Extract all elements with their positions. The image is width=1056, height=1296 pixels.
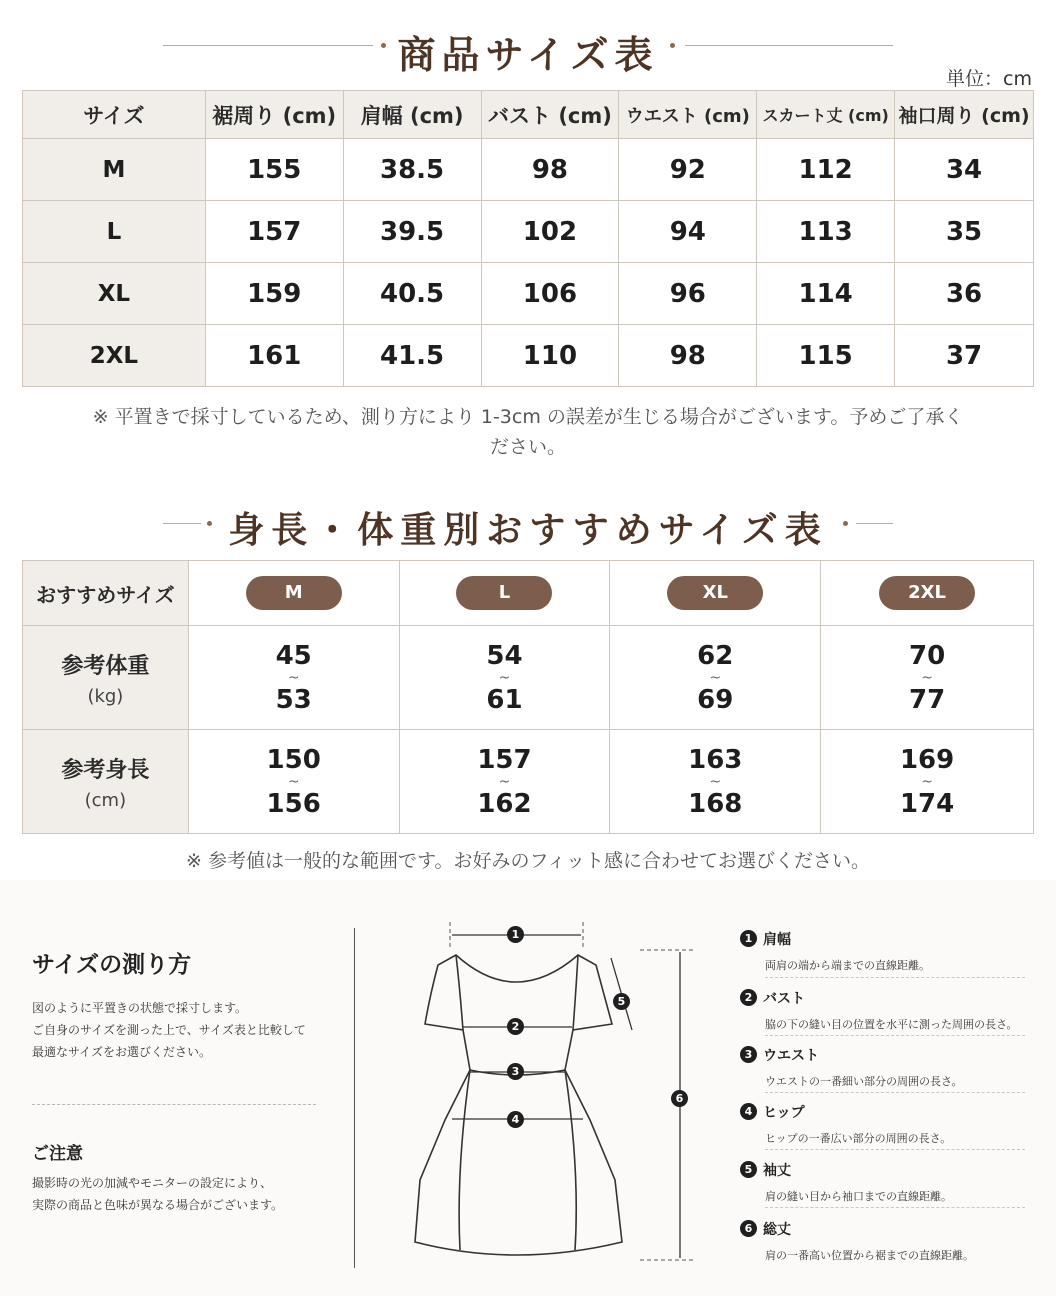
- measurement-item: [740, 1218, 1040, 1263]
- item-desc: ヒップの一番広い部分の周囲の長さ。: [765, 1131, 952, 1145]
- item-desc: 肩の一番高い位置から裾までの直線距離。: [765, 1248, 974, 1262]
- recommend-note: ※ 参考値は一般的な範囲です。お好みのフィット感に合わせてお選びください。: [186, 850, 870, 872]
- caution-line: 実際の商品と色味が異なる場合がございます。: [32, 1198, 284, 1212]
- item-number: 4: [740, 1103, 757, 1120]
- size-cell: M: [23, 139, 206, 201]
- range-from: 150: [266, 744, 321, 775]
- item-desc: ウエストの一番細い部分の周囲の長さ。: [765, 1074, 963, 1088]
- value-cell: 98: [619, 325, 757, 387]
- value-cell: 39.5: [343, 201, 481, 263]
- weight-unit: (kg): [87, 685, 124, 707]
- marker-6: 6: [671, 1090, 688, 1107]
- range-tilde: ~: [921, 773, 933, 790]
- item-label: 肩幅: [763, 931, 791, 948]
- value-cell: 155: [205, 139, 343, 201]
- height-range: [188, 730, 399, 834]
- size-pill-cell: [188, 561, 399, 626]
- table-header-row: [23, 91, 1034, 139]
- size-pill-cell: [610, 561, 821, 626]
- measurement-item: [740, 1101, 1040, 1146]
- item-divider: [765, 1035, 1025, 1036]
- title-rule-right: [856, 523, 893, 524]
- size-table: [22, 90, 1034, 387]
- caution-text: [32, 1172, 283, 1216]
- value-cell: 114: [757, 263, 895, 325]
- marker-5: 5: [613, 993, 630, 1010]
- size-pill: M: [246, 576, 342, 610]
- item-divider: [765, 1092, 1025, 1093]
- range-from: 45: [275, 640, 312, 671]
- item-desc: 脇の下の縫い目の位置を水平に測った周囲の長さ。: [765, 1017, 1018, 1031]
- height-range: [610, 730, 821, 834]
- item-number: 3: [740, 1046, 757, 1063]
- caution-line: 撮影時の光の加減やモニターの設定により、: [32, 1176, 273, 1190]
- measurement-item: [740, 1159, 1040, 1204]
- size-pill-cell: [821, 561, 1034, 626]
- size-pill: L: [456, 576, 552, 610]
- size-cell: XL: [23, 263, 206, 325]
- item-label: ウエスト: [763, 1047, 819, 1064]
- note-line: ※ 平置きで採寸しているため、測り方により 1-3cm の誤差が生じる場合がございます。予めご了承く: [92, 406, 964, 428]
- value-cell: 157: [205, 201, 343, 263]
- item-number: 5: [740, 1161, 757, 1178]
- weight-range: [821, 626, 1034, 730]
- col-header: ウエスト (cm): [619, 91, 757, 139]
- howto-title: サイズの測り方: [32, 952, 192, 978]
- value-cell: 40.5: [343, 263, 481, 325]
- howto-line: 図のように平置きの状態で採寸します。: [32, 1001, 248, 1015]
- value-cell: 38.5: [343, 139, 481, 201]
- col-header: 袖口周り (cm): [895, 91, 1034, 139]
- height-range: [821, 730, 1034, 834]
- item-divider: [765, 977, 1025, 978]
- range-tilde: ~: [498, 773, 511, 790]
- title-dot: [843, 521, 848, 526]
- marker-3: 3: [507, 1063, 524, 1080]
- item-divider: [765, 1149, 1025, 1150]
- range-to: 77: [908, 684, 946, 715]
- weight-range: [399, 626, 610, 730]
- size-chart-note: [0, 402, 1056, 462]
- range-tilde: ~: [709, 669, 722, 686]
- recommend-size-label: おすすめサイズ: [23, 561, 189, 626]
- height-unit: (cm): [84, 789, 127, 811]
- col-header: 裾周り (cm): [205, 91, 343, 139]
- range-to: 168: [688, 788, 743, 819]
- value-cell: 37: [895, 325, 1034, 387]
- value-cell: 112: [757, 139, 895, 201]
- value-cell: 113: [757, 201, 895, 263]
- item-label: 袖丈: [763, 1162, 791, 1179]
- howto-divider: [32, 1104, 316, 1105]
- item-number: 1: [740, 930, 757, 947]
- value-cell: 159: [205, 263, 343, 325]
- range-tilde: ~: [709, 773, 722, 790]
- recommend-header-row: [23, 561, 1034, 626]
- value-cell: 98: [481, 139, 619, 201]
- title-rule-right: [685, 45, 893, 46]
- size-pill: XL: [667, 576, 763, 610]
- note-line: ださい。: [489, 436, 566, 458]
- value-cell: 92: [619, 139, 757, 201]
- weight-row: [23, 626, 1034, 730]
- range-to: 174: [899, 788, 955, 819]
- value-cell: 94: [619, 201, 757, 263]
- size-chart-title: 商品サイズ表: [397, 32, 659, 77]
- size-cell: 2XL: [23, 325, 206, 387]
- range-tilde: ~: [287, 669, 300, 686]
- unit-label: 単位：cm: [946, 68, 1032, 90]
- vertical-divider: [354, 928, 355, 1268]
- title-dot: [670, 43, 675, 48]
- range-tilde: ~: [287, 773, 300, 790]
- weight-range: [188, 626, 399, 730]
- marker-1: 1: [507, 926, 524, 943]
- range-from: 169: [899, 744, 955, 775]
- howto-line: ご自身のサイズを測った上で、サイズ表と比較して: [32, 1023, 306, 1037]
- range-to: 53: [275, 684, 312, 715]
- range-tilde: ~: [498, 669, 511, 686]
- range-to: 69: [697, 684, 734, 715]
- value-cell: 41.5: [343, 325, 481, 387]
- height-label-cell: [23, 730, 189, 834]
- howto-section: [0, 880, 1056, 1296]
- range-from: 62: [697, 640, 734, 671]
- height-label: 参考身長: [61, 757, 150, 783]
- range-from: 54: [486, 640, 523, 671]
- recommend-title: 身長・体重別おすすめサイズ表: [228, 509, 828, 551]
- value-cell: 161: [205, 325, 343, 387]
- height-range: [399, 730, 610, 834]
- col-header: サイズ: [23, 91, 206, 139]
- marker-4: 4: [507, 1111, 524, 1128]
- range-from: 157: [477, 744, 532, 775]
- size-pill-cell: [399, 561, 610, 626]
- value-cell: 96: [619, 263, 757, 325]
- marker-2: 2: [507, 1018, 524, 1035]
- value-cell: 115: [757, 325, 895, 387]
- table-row: [23, 325, 1034, 387]
- measurement-item: [740, 1044, 1040, 1089]
- range-tilde: ~: [921, 669, 933, 686]
- table-row: [23, 139, 1034, 201]
- range-to: 156: [266, 788, 321, 819]
- item-number: 6: [740, 1220, 757, 1237]
- dress-diagram: [380, 910, 720, 1296]
- weight-label-cell: [23, 626, 189, 730]
- measurement-item: [740, 928, 1040, 973]
- recommend-table: [22, 560, 1034, 834]
- table-row: [23, 201, 1034, 263]
- size-pill: 2XL: [879, 576, 975, 610]
- col-header: 肩幅 (cm): [343, 91, 481, 139]
- howto-line: 最適なサイズをお選びください。: [32, 1045, 212, 1059]
- item-desc: 両肩の端から端までの直線距離。: [765, 958, 930, 972]
- measurement-item: [740, 987, 1040, 1032]
- value-cell: 34: [895, 139, 1034, 201]
- item-desc: 肩の縫い目から袖口までの直線距離。: [765, 1189, 952, 1203]
- col-header: バスト (cm): [481, 91, 619, 139]
- col-header: スカート丈 (cm): [757, 91, 895, 139]
- item-label: 総丈: [763, 1221, 791, 1238]
- howto-text: [32, 997, 306, 1063]
- value-cell: 36: [895, 263, 1034, 325]
- value-cell: 110: [481, 325, 619, 387]
- weight-range: [610, 626, 821, 730]
- value-cell: 102: [481, 201, 619, 263]
- item-number: 2: [740, 989, 757, 1006]
- item-label: ヒップ: [763, 1104, 805, 1121]
- value-cell: 35: [895, 201, 1034, 263]
- range-to: 162: [477, 788, 532, 819]
- weight-label: 参考体重: [61, 653, 150, 679]
- table-row: [23, 263, 1034, 325]
- value-cell: 106: [481, 263, 619, 325]
- height-row: [23, 730, 1034, 834]
- size-cell: L: [23, 201, 206, 263]
- range-to: 61: [486, 684, 523, 715]
- item-divider: [765, 1207, 1025, 1208]
- caution-title: ご注意: [32, 1144, 83, 1164]
- range-from: 70: [908, 640, 946, 671]
- item-label: バスト: [763, 990, 805, 1007]
- range-from: 163: [688, 744, 743, 775]
